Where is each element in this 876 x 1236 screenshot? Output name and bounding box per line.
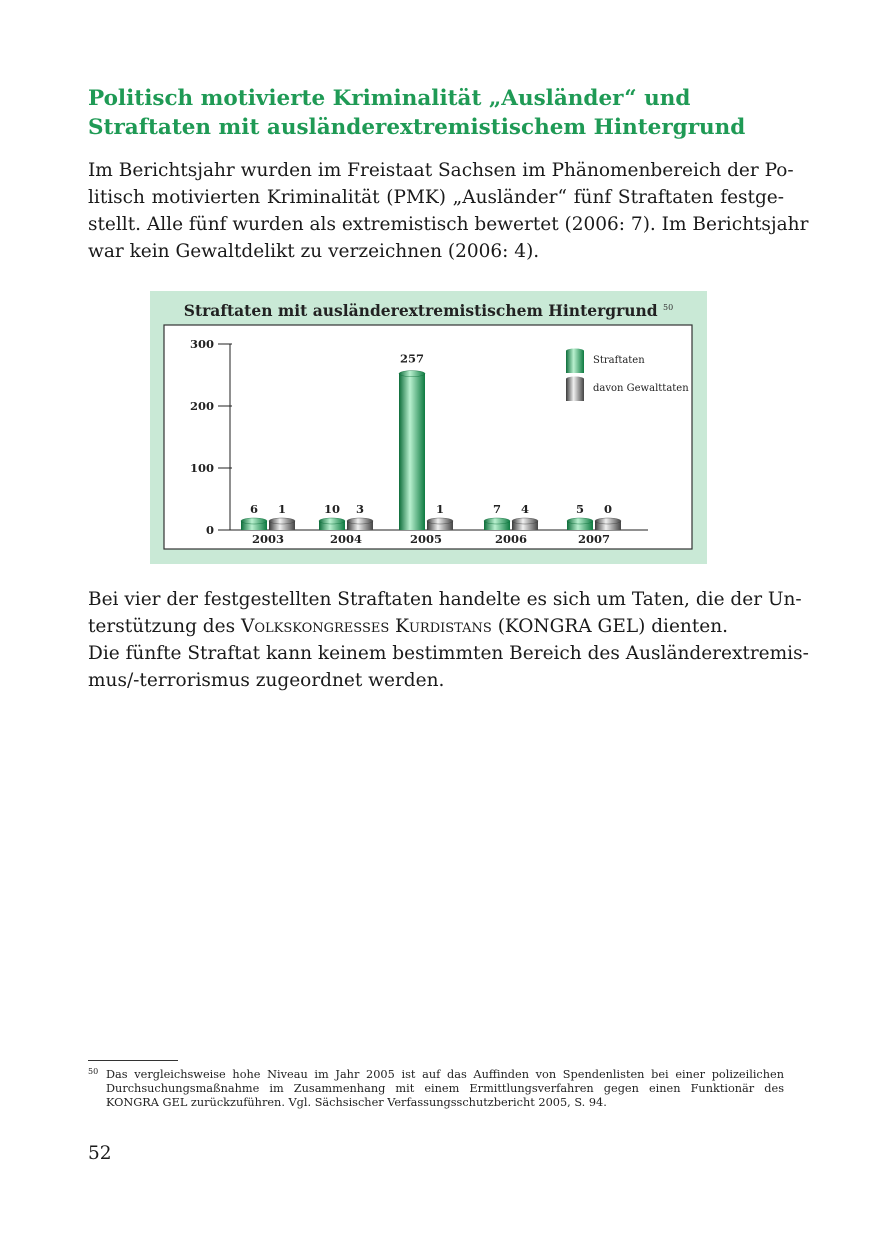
legend-swatch-body (566, 379, 584, 401)
y-tick-label: 100 (189, 461, 214, 475)
legend-swatch (566, 377, 584, 402)
data-label: 4 (520, 502, 530, 516)
paragraph-line: litisch motivierten Kriminalität (PMK) „Ausländer“ fünf Straftaten festge- (88, 187, 784, 208)
bar (347, 518, 373, 530)
footnote-line: KONGRA GEL zurückzuführen. Vgl. Sächsischer Verfassungsschutzbericht 2005, S. 94. (106, 1096, 607, 1109)
data-label: 3 (355, 502, 365, 516)
footnote-number: 50 (88, 1067, 99, 1076)
data-label: 5 (575, 502, 585, 516)
bar (567, 518, 593, 530)
bar-cap (567, 518, 593, 524)
paragraph-line: Die fünfte Straftat kann keinem bestimmten Bereich des Ausländerextremis- (88, 643, 809, 664)
body-paragraph (88, 586, 809, 694)
paragraph-line: Im Berichtsjahr wurden im Freistaat Sachsen im Phänomenbereich der Po- (88, 160, 794, 181)
y-tick-label: 0 (205, 523, 214, 537)
footnote-line: Durchsuchungsmaßnahme im Zusammenhang mit einem Ermittlungsverfahren gegen einen Funktionär des (106, 1082, 784, 1095)
paragraph-line: war kein Gewaltdelikt zu verzeichnen (2006: 4). (88, 241, 540, 262)
bar-cap (484, 518, 510, 524)
x-tick-label: 2005 (409, 532, 443, 546)
legend-swatch-cap (566, 349, 584, 354)
footnote-line: Das vergleichsweise hohe Niveau im Jahr 2005 ist auf das Auffinden von Spendenlisten bei einer polizeilichen (106, 1068, 784, 1081)
data-label: 1 (277, 502, 287, 516)
y-tick-label: 200 (189, 399, 214, 413)
bar (241, 518, 267, 530)
paragraph-line: terstützung des Volkskongresses Kurdistans (KONGRA GEL) dienten. (88, 616, 729, 637)
y-tick-label: 300 (189, 337, 214, 351)
bar (319, 518, 345, 530)
bar (427, 518, 453, 530)
paragraph-line: mus/-terrorismus zugeordnet werden. (88, 670, 445, 691)
bar-cap (347, 518, 373, 524)
legend-label: davon Gewalttaten (593, 383, 689, 394)
x-tick-label: 2006 (494, 532, 528, 546)
page-number: 52 (88, 1143, 112, 1164)
bar (399, 371, 425, 530)
heading-line: Politisch motivierte Kriminalität „Ausländer“ und (88, 86, 691, 111)
data-label: 0 (603, 502, 613, 516)
bar-cap (399, 371, 425, 377)
section-heading (88, 84, 788, 142)
chart-footnote-ref: 50 (663, 303, 674, 312)
legend-swatch-cap (566, 377, 584, 382)
footnote-text (106, 1068, 784, 1110)
legend-swatch (566, 349, 584, 374)
bar-cap (427, 518, 453, 524)
data-label: 1 (435, 502, 445, 516)
bar-cap (595, 518, 621, 524)
bar (484, 518, 510, 530)
legend-label: Straftaten (593, 355, 645, 366)
footnote-divider (88, 1060, 178, 1061)
bar (595, 518, 621, 530)
data-label: 10 (323, 502, 341, 516)
heading-line: Straftaten mit ausländerextremistischem Hintergrund (88, 115, 746, 140)
bar-cap (512, 518, 538, 524)
data-label: 7 (492, 502, 502, 516)
chart-title-text: Straftaten mit ausländerextremistischem Hintergrund (183, 301, 658, 320)
paragraph-line: Bei vier der festgestellten Straftaten handelte es sich um Taten, die der Un- (88, 589, 802, 610)
paragraph-line: stellt. Alle fünf wurden als extremistisch bewertet (2006: 7). Im Berichtsjahr (88, 214, 809, 235)
data-label: 257 (399, 351, 425, 366)
data-label: 6 (249, 502, 259, 516)
organization-name: Volkskongresses Kurdistans (240, 616, 492, 637)
x-tick-label: 2003 (251, 532, 285, 546)
x-tick-label: 2007 (577, 532, 611, 546)
bar-chart (163, 323, 693, 550)
bar (512, 518, 538, 530)
bar-cap (319, 518, 345, 524)
chart-title (150, 301, 707, 320)
bar-cap (269, 518, 295, 524)
x-tick-label: 2004 (329, 532, 363, 546)
bar (269, 518, 295, 530)
legend-swatch-body (566, 351, 584, 373)
bar-cap (241, 518, 267, 524)
bar-body (399, 374, 425, 530)
intro-paragraph (88, 157, 809, 265)
